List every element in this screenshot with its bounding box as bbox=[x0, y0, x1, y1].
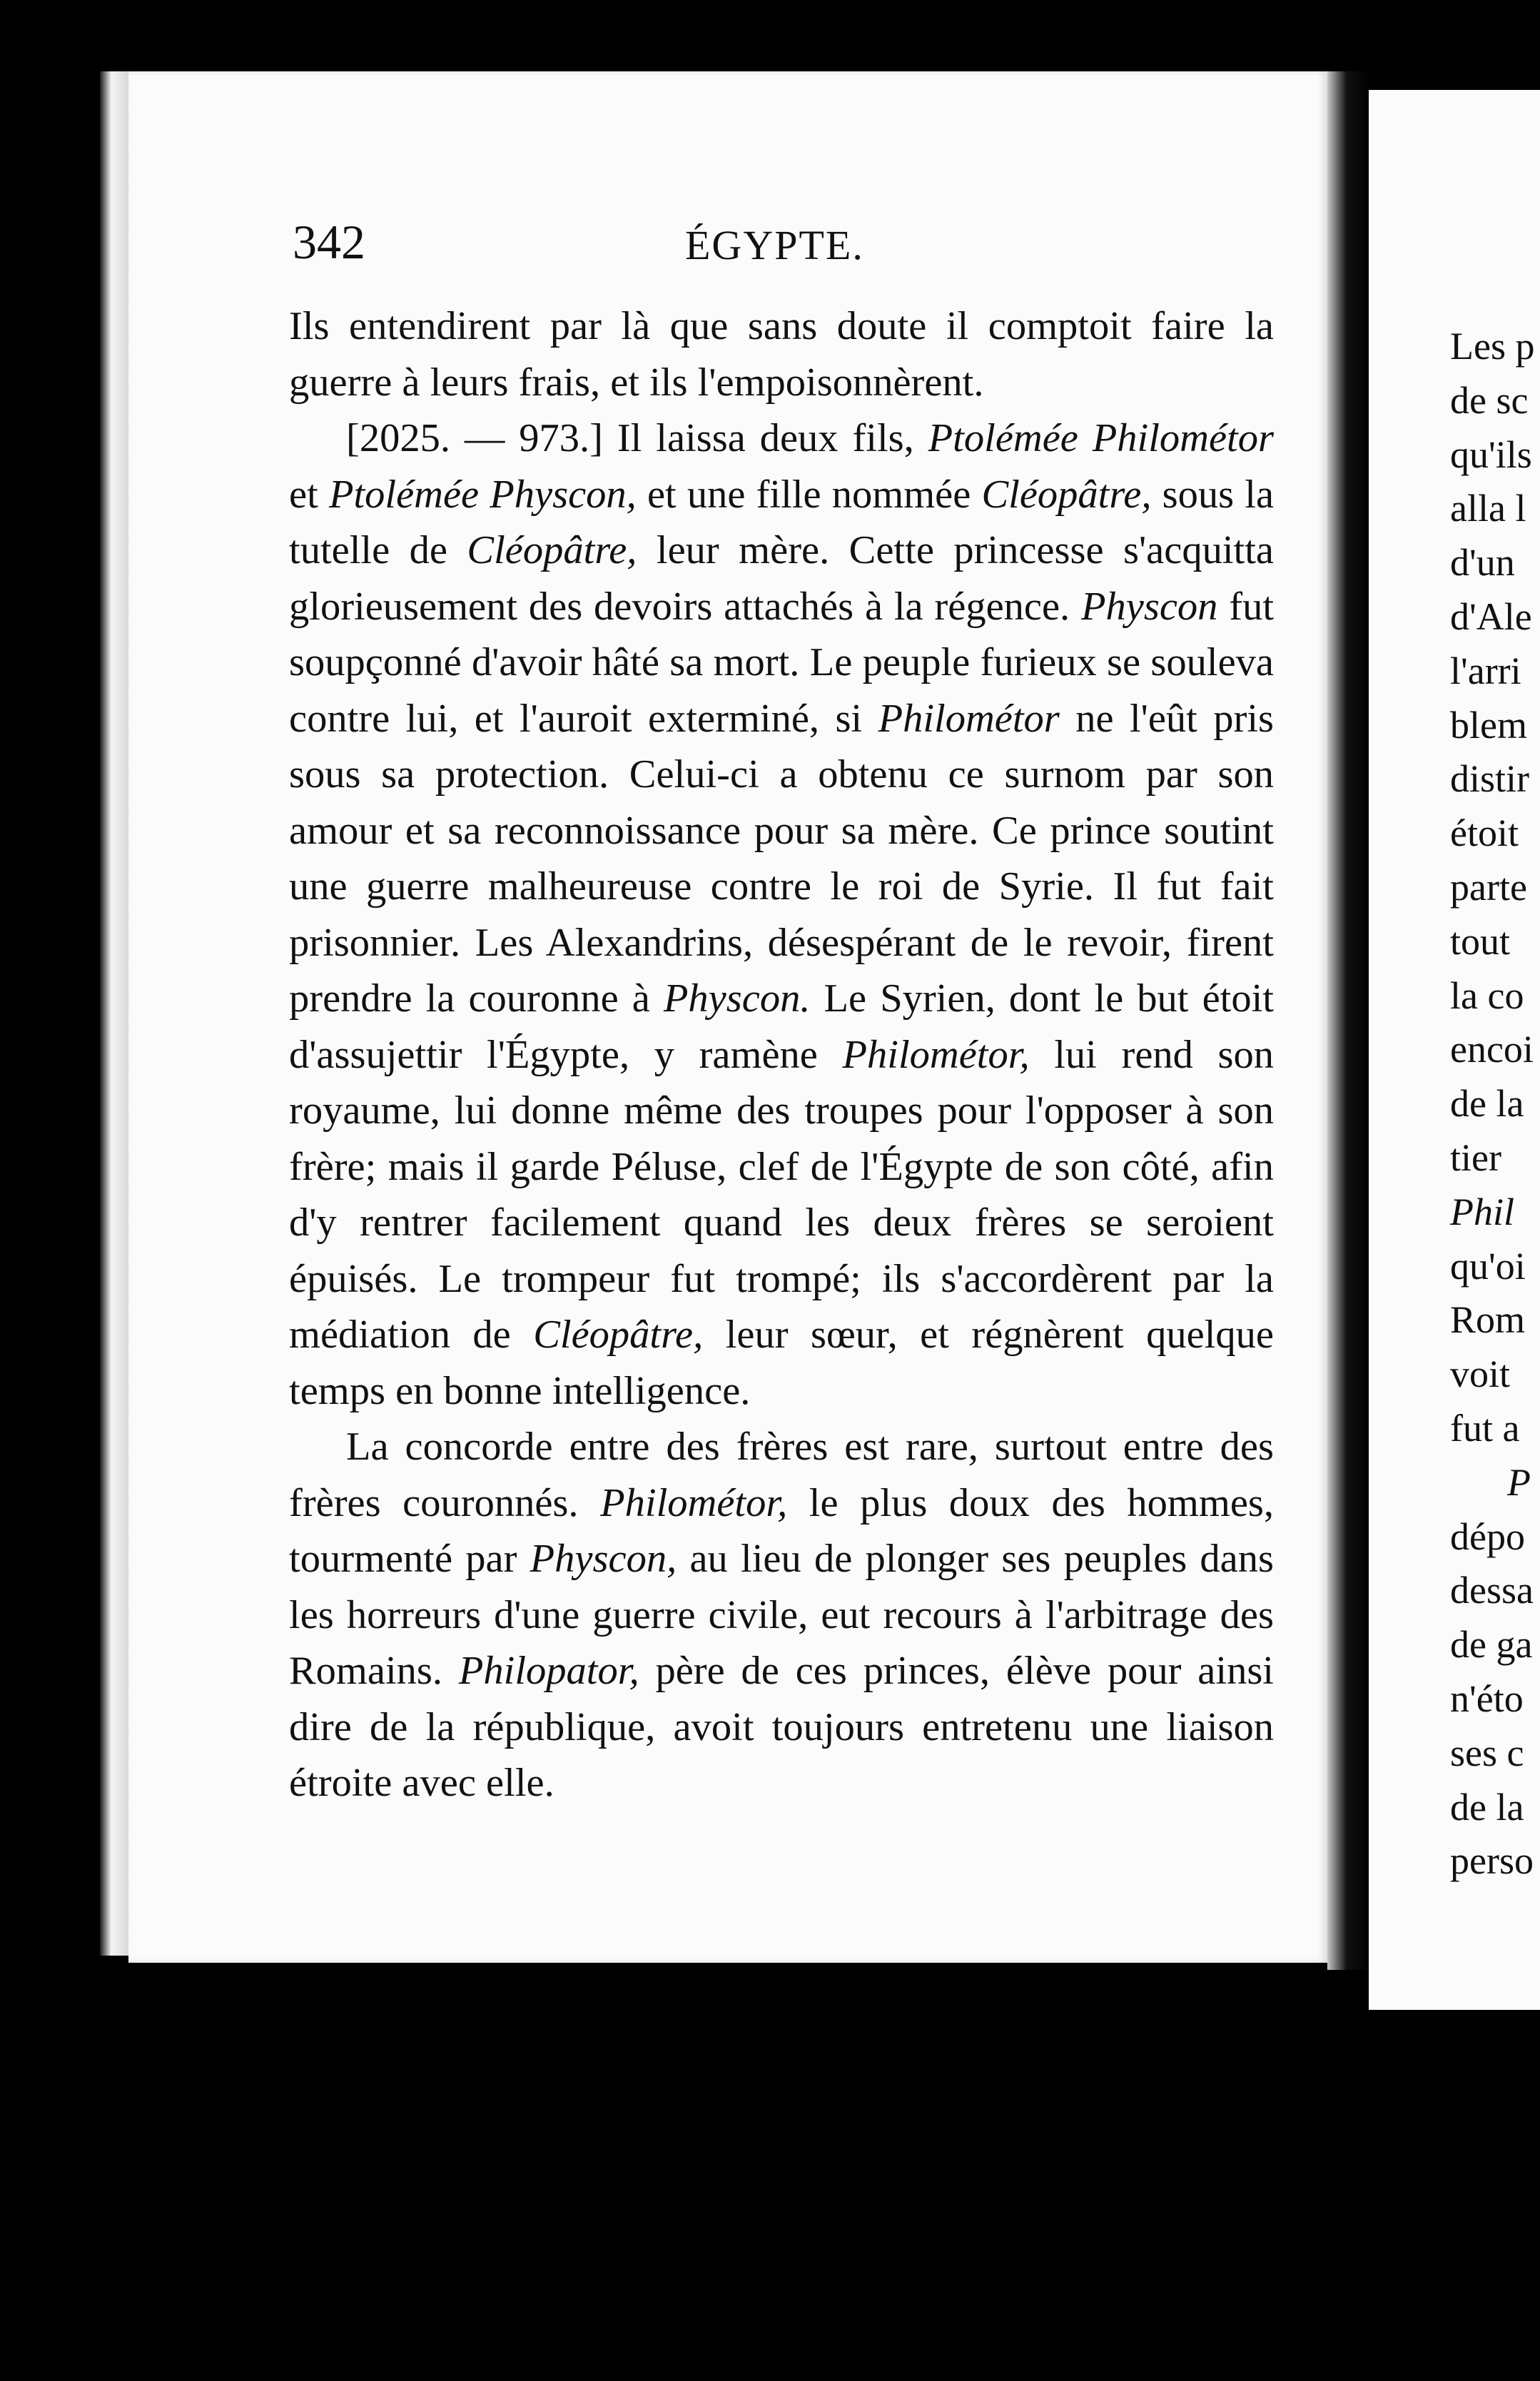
facing-line: de ga bbox=[1450, 1623, 1533, 1667]
book-left-edge bbox=[100, 71, 128, 1956]
facing-line: parte bbox=[1450, 865, 1527, 909]
facing-line: n'éto bbox=[1450, 1677, 1524, 1720]
facing-line: dépo bbox=[1450, 1515, 1525, 1558]
facing-line: fut a bbox=[1450, 1406, 1520, 1450]
name-italic: Philométor, bbox=[600, 1480, 788, 1525]
name-italic: Cléopâtre, bbox=[533, 1313, 704, 1357]
page-number: 342 bbox=[293, 215, 365, 269]
facing-line: la co bbox=[1450, 974, 1524, 1017]
main-text-block bbox=[289, 298, 1274, 1811]
name-italic: Cléopâtre, bbox=[467, 528, 637, 572]
name-italic: Cléopâtre, bbox=[981, 472, 1152, 517]
paragraph-text: leur sœur, et régnèrent quelque temps en bonne intelligence. bbox=[289, 1313, 1275, 1413]
paragraph-1 bbox=[289, 298, 1274, 410]
paragraph-text: Le Syrien, dont le but étoit d'assujettir l'Égypte, y ramène bbox=[289, 976, 1274, 1077]
name-italic: Ptolémée Physcon, bbox=[328, 472, 637, 517]
paragraph-text: fut soupçonné d'avoir hâté sa mort. Le peuple furieux se souleva contre lui, et l'auroit exterminé, si bbox=[289, 584, 1275, 741]
facing-line: étoit bbox=[1450, 812, 1519, 855]
facing-line: distir bbox=[1450, 757, 1530, 801]
paragraph-2 bbox=[289, 410, 1274, 1419]
facing-line: blem bbox=[1450, 703, 1527, 747]
paragraph-3 bbox=[289, 1419, 1274, 1811]
facing-line: perso bbox=[1450, 1839, 1534, 1883]
facing-line: alla l bbox=[1450, 487, 1526, 530]
paragraph-text: au lieu de plonger ses peuples dans les horreurs d'une guerre civile, eut recours à l'arbitrage des Romains. bbox=[289, 1537, 1274, 1693]
facing-line: Les p bbox=[1450, 325, 1535, 368]
paragraph-text: Il laissa deux fils, bbox=[617, 416, 914, 460]
book-gutter bbox=[1327, 71, 1370, 1970]
paragraph-text: lui rend son royaume, lui donne même des troupes pour l'opposer à son frère; mais il garde Péluse, clef de l'Égypte de son côté, afin d'y rentrer facilement quand les deux frères se seroient épuisés. Le trompeur fut trompé; ils s'accordèrent par la médiation de bbox=[289, 1032, 1275, 1357]
paragraph-text: sous la tutelle de bbox=[289, 472, 1275, 572]
facing-line: d'un bbox=[1450, 541, 1515, 585]
facing-line: encoi bbox=[1450, 1028, 1534, 1071]
facing-line: Rom bbox=[1450, 1298, 1526, 1342]
name-italic: Physcon. bbox=[663, 976, 811, 1021]
paragraph-text: ne l'eût pris sous sa protection. Celui-ci a obtenu ce surnom par son amour et sa reconnoissance pour sa mère. Ce prince soutint une guerre malheureuse contre le roi de Syrie. Il fut fait prisonnier. Les Alexandrins, désespérant de le revoir, firent prendre la couronne à bbox=[289, 696, 1275, 1021]
facing-line: de la bbox=[1450, 1785, 1524, 1829]
page-header bbox=[293, 214, 1292, 271]
name-italic: Ptolémée Philométor bbox=[928, 416, 1274, 460]
name-italic: Philométor, bbox=[842, 1032, 1030, 1077]
name-italic: Physcon bbox=[1081, 584, 1218, 629]
paragraph-text: leur mère. Cette princesse s'acquitta glorieusement des devoirs attachés à la régence. bbox=[289, 528, 1274, 629]
facing-line: ses c bbox=[1450, 1731, 1524, 1774]
facing-line: voit bbox=[1450, 1353, 1511, 1396]
name-italic: Philométor bbox=[878, 696, 1060, 741]
name-italic: Physcon, bbox=[530, 1537, 677, 1581]
facing-line: tout bbox=[1450, 919, 1511, 963]
paragraph-text: père de ces princes, élève pour ainsi dire de la république, avoit toujours entretenu une liaison étroite avec elle. bbox=[289, 1649, 1275, 1805]
paragraph-text: La concorde entre des frères est rare, surtout entre des frères couronnés. bbox=[289, 1425, 1274, 1525]
name-italic: Philopator, bbox=[458, 1649, 639, 1693]
facing-line: l'arri bbox=[1450, 649, 1521, 692]
paragraph-text: et bbox=[289, 472, 318, 517]
paragraph-text: Ils entendirent par là que sans doute il comptoit faire la guerre à leurs frais, et ils l'empoisonnèrent. bbox=[289, 304, 1274, 405]
facing-line: qu'ils bbox=[1450, 433, 1532, 476]
paragraph-text: et une fille nommée bbox=[647, 472, 971, 517]
paragraph-text: le plus doux des hommes, tourmenté par bbox=[289, 1480, 1275, 1581]
date-marker: [2025. — 973.] bbox=[346, 416, 603, 460]
facing-line: tier bbox=[1450, 1136, 1501, 1179]
facing-line: de sc bbox=[1450, 378, 1529, 422]
running-head: ÉGYPTE. bbox=[685, 222, 864, 268]
facing-line: d'Ale bbox=[1450, 595, 1532, 638]
facing-line: P bbox=[1507, 1460, 1531, 1504]
facing-line: dessa bbox=[1450, 1569, 1534, 1612]
facing-line: Phil bbox=[1450, 1190, 1514, 1233]
facing-page-text bbox=[1450, 320, 1534, 1889]
facing-line: qu'oi bbox=[1450, 1244, 1526, 1288]
facing-line: de la bbox=[1450, 1082, 1524, 1126]
